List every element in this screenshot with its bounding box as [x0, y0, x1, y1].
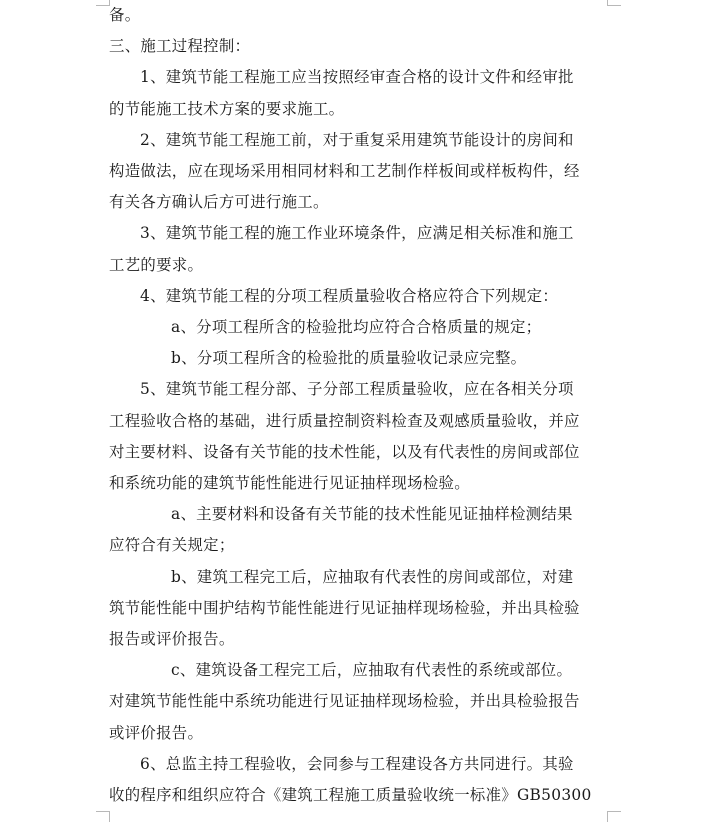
text-line: 的节能施工技术方案的要求施工。: [109, 99, 345, 118]
text-line: 2、建筑节能工程施工前，对于重复采用建筑节能设计的房间和: [140, 130, 574, 149]
text-line: b、建筑工程完工后，应抽取有代表性的房间或部位，对建: [171, 567, 574, 586]
text-line: 报告或评价报告。: [109, 630, 235, 649]
text-line: 构造做法，应在现场采用相同材料和工艺制作样板间或样板构件，经: [109, 162, 580, 181]
text-line: a、主要材料和设备有关节能的技术性能见证抽样检测结果: [171, 505, 573, 524]
text-line: b、分项工程所含的检验批的质量验收记录应完整。: [171, 349, 527, 368]
text-line: 有关各方确认后方可进行施工。: [109, 193, 329, 212]
text-line: 工艺的要求。: [109, 255, 204, 274]
text-line: c、建筑设备工程完工后，应抽取有代表性的系统或部位。: [171, 661, 573, 680]
text-line: 收的程序和组织应符合《建筑工程施工质量验收统一标准》GB50300: [109, 786, 592, 805]
section-heading: 三、施工过程控制：: [109, 37, 251, 56]
margin-corner-top-left: [96, 0, 110, 6]
text-line: a、分项工程所含的检验批均应符合合格质量的规定；: [171, 318, 542, 337]
text-line: 和系统功能的建筑节能性能进行见证抽样现场检验。: [109, 474, 470, 493]
margin-corner-bottom-right: [607, 811, 621, 822]
document-body: [109, 0, 607, 811]
text-line: 3、建筑节能工程的施工作业环境条件，应满足相关标准和施工: [140, 224, 574, 243]
text-line: 或评价报告。: [109, 723, 204, 742]
text-line: 5、建筑节能工程分部、子分部工程质量验收，应在各相关分项: [140, 380, 574, 399]
margin-corner-top-right: [607, 0, 621, 6]
text-line: 备。: [109, 6, 141, 24]
text-line: 4、建筑节能工程的分项工程质量验收合格应符合下列规定：: [140, 286, 559, 305]
text-line: 6、总监主持工程验收，会同参与工程建设各方共同进行。其验: [140, 754, 574, 773]
text-line: 筑节能性能中围护结构节能性能进行见证抽样现场检验，并出具检验: [109, 598, 580, 617]
text-line: 应符合有关规定；: [109, 536, 235, 555]
text-line: 工程验收合格的基础，进行质量控制资料检查及观感质量验收，并应: [109, 411, 580, 430]
text-line: 对主要材料、设备有关节能的技术性能，以及有代表性的房间或部位: [109, 442, 580, 461]
margin-corner-bottom-left: [96, 811, 110, 822]
text-line: 对建筑节能性能中系统功能进行见证抽样现场检验，并出具检验报告: [109, 692, 580, 711]
text-line: 1、建筑节能工程施工应当按照经审查合格的设计文件和经审批: [140, 68, 574, 87]
